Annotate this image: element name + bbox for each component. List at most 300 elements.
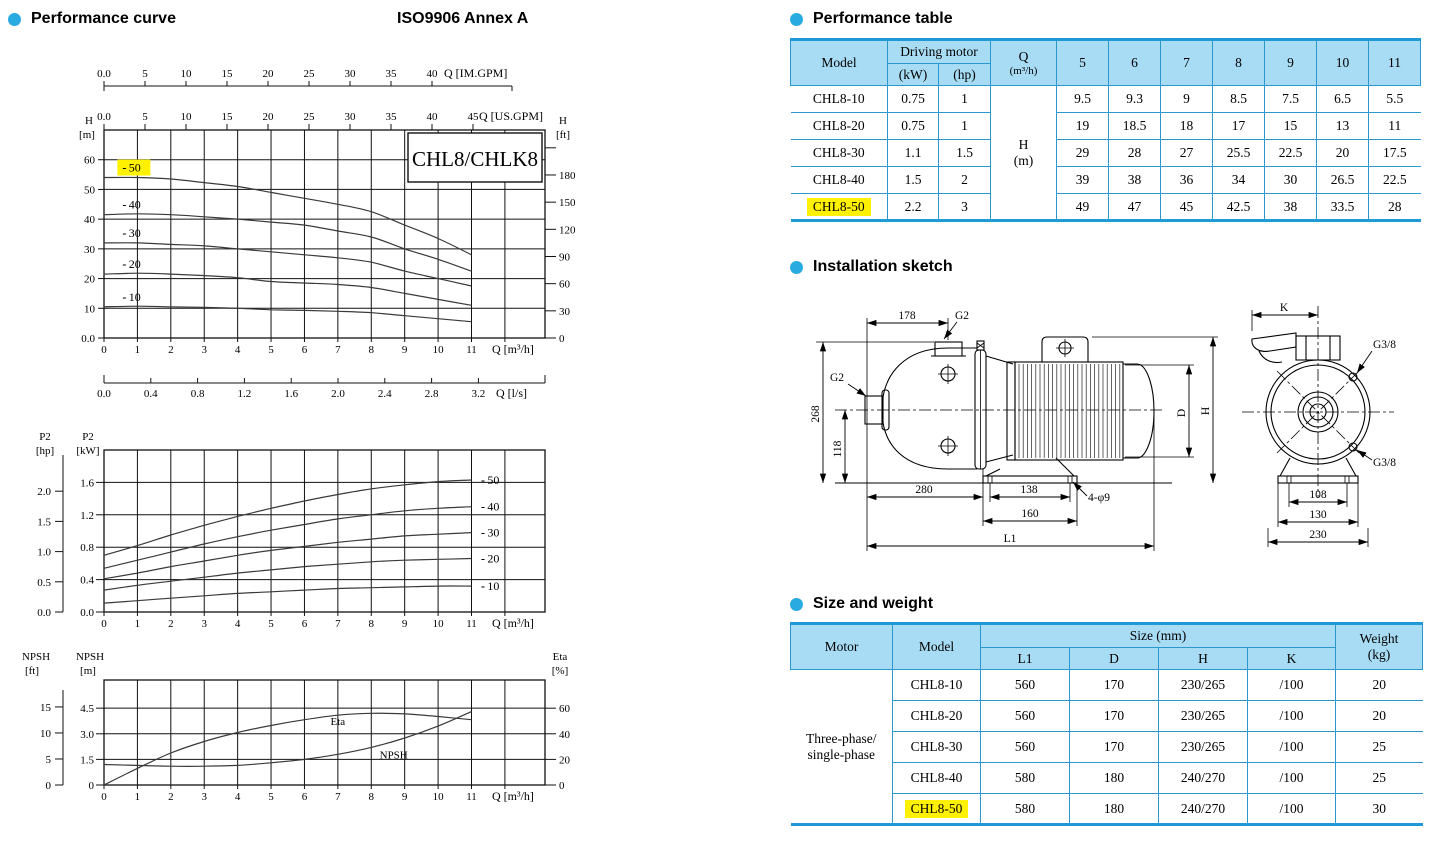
value-cell (1161, 194, 1213, 221)
usgpm-tick-label: 45 (467, 111, 479, 123)
lug-hole-icon (1056, 339, 1074, 357)
header-driving-motor (888, 40, 991, 64)
l1-cell (981, 794, 1070, 825)
curve-label: - 30 (481, 525, 500, 540)
section-title: Performance table (813, 10, 953, 27)
cell-text: 38 (1127, 172, 1142, 187)
cell-text: 230/265 (1180, 739, 1226, 754)
h-cell (1159, 763, 1248, 794)
cell-text: 9 (1287, 55, 1294, 70)
curve-20 (104, 559, 472, 591)
table-row (791, 86, 1421, 113)
value-cell (1109, 86, 1161, 113)
eta-tick-label: 20 (559, 754, 570, 767)
g38-top-label: G3/8 (1373, 339, 1396, 351)
h-m-axis-title: [m] (79, 129, 95, 141)
kw-cell (888, 86, 939, 113)
ls-tick-label: 0.8 (190, 388, 205, 400)
curve-label: - 30 (122, 225, 141, 240)
imgpm-tick-label: 10 (180, 68, 192, 80)
cell-text: CHL8-40 (910, 770, 963, 785)
h-cell (1159, 794, 1248, 825)
q-tick-label: 11 (466, 618, 477, 630)
imgpm-tick-label: 30 (344, 68, 356, 80)
cell-text: 30 (1283, 172, 1298, 187)
header-size-D (1070, 648, 1159, 670)
curve-10 (104, 586, 472, 603)
value-cell (1213, 194, 1265, 221)
q-tick-label: 1 (134, 791, 141, 803)
q-tick-label: 6 (301, 618, 308, 630)
kw-axis-title: [kW] (76, 445, 100, 457)
q-tick-label: 7 (335, 618, 341, 630)
cell-text: 230/265 (1180, 708, 1226, 723)
table-row (791, 140, 1421, 167)
ls-tick-label: 1.6 (284, 388, 299, 400)
curve-eta (104, 713, 472, 785)
q-tick-label: 8 (368, 791, 375, 803)
body-bolt-icon (938, 364, 958, 384)
dim-label-d: D (1176, 408, 1188, 418)
q-tick-label: 9 (401, 618, 408, 630)
pump-end-view (1242, 302, 1396, 547)
imgpm-tick-label: 40 (426, 68, 438, 80)
q-tick-label: 4 (234, 618, 241, 630)
table-row (791, 113, 1421, 140)
dim-label-138: 138 (1020, 484, 1038, 496)
value-cell (1265, 194, 1317, 221)
header-flow-11 (1369, 40, 1421, 86)
weight-cell (1336, 763, 1423, 794)
cell-text: 17 (1231, 118, 1246, 133)
foot-leg (1346, 458, 1356, 476)
cell-text: 1 (961, 118, 968, 133)
model-cell (791, 140, 888, 167)
eta-tick-label: 40 (559, 728, 570, 741)
header-flow-8 (1213, 40, 1265, 86)
value-cell (1265, 140, 1317, 167)
size-weight-table (790, 622, 1423, 826)
table-row (791, 194, 1421, 221)
hp-cell (939, 194, 991, 221)
dim-label-118: 118 (832, 440, 844, 458)
cell-text: /100 (1279, 770, 1304, 785)
imgpm-tick-label: 0.0 (97, 68, 111, 80)
g38-top-leader (1357, 351, 1372, 373)
cell-text: CHL8-20 (812, 118, 865, 133)
h-m-tick-label: 30 (84, 243, 95, 256)
eta-tick-label: 0 (559, 780, 565, 792)
cell-text: 0.75 (901, 91, 925, 106)
cell-text: 49 (1075, 198, 1090, 214)
g38-bottom-label: G3/8 (1373, 457, 1396, 469)
l1-cell (981, 701, 1070, 732)
npsh-m-axis-title: [m] (80, 665, 96, 677)
cell-text: CHL8-50 (905, 800, 969, 818)
cell-text: 42.5 (1226, 198, 1251, 214)
cell-text: 180 (1103, 800, 1125, 816)
cell-text: 560 (1014, 677, 1036, 692)
h-m-tick-label: 60 (84, 154, 95, 167)
cell-text: 25 (1372, 770, 1386, 785)
hp-tick-label: 0.5 (37, 576, 51, 589)
cell-text: 36 (1179, 172, 1194, 187)
header-size-K (1248, 648, 1336, 670)
q-tick-label: 10 (432, 791, 444, 803)
g2-top-label: G2 (955, 310, 970, 322)
npsh-m-axis-title: NPSH (75, 651, 105, 663)
h-ft-axis-title: [ft] (555, 129, 571, 141)
value-cell (1213, 140, 1265, 167)
cell-text: 19 (1075, 118, 1090, 133)
model-cell (791, 86, 888, 113)
q-axis-title: Q [m³/h] (492, 342, 534, 356)
kw-tick-label: 0.0 (80, 607, 94, 619)
cell-text: 22.5 (1278, 145, 1303, 160)
cell-text: 38 (1283, 198, 1298, 214)
p2-chart (0, 428, 585, 638)
cell-text: 170 (1103, 677, 1125, 692)
usgpm-tick-label: 20 (262, 111, 274, 123)
curve-40 (104, 214, 472, 271)
curve-label: - 50 (481, 472, 500, 487)
weight-cell (1336, 794, 1423, 825)
cell-text: 26.5 (1330, 172, 1355, 187)
q-tick-label: 0 (101, 344, 107, 356)
q-tick-label: 1 (134, 618, 141, 630)
h-ft-tick-label: 150 (559, 197, 576, 210)
cell-text: CHL8-30 (910, 739, 963, 754)
dim-label-280: 280 (915, 484, 933, 496)
value-cell (1317, 113, 1369, 140)
value-cell (1213, 86, 1265, 113)
curve-label: - 20 (481, 551, 500, 566)
hq-chart (0, 55, 585, 413)
d-cell (1070, 732, 1159, 763)
dim-label-h: H (1200, 406, 1212, 416)
q-tick-label: 0 (101, 618, 107, 630)
kw-cell (888, 140, 939, 167)
kw-cell (888, 167, 939, 194)
usgpm-tick-label: 10 (180, 111, 192, 123)
ls-tick-label: 2.8 (424, 388, 439, 400)
q-tick-label: 0 (101, 791, 107, 803)
npsh-m-tick-label: 1.5 (80, 754, 94, 767)
hp-tick-label: 2.0 (37, 486, 51, 499)
cell-text: 15 (1283, 118, 1298, 133)
q-axis-title: Q [m³/h] (492, 789, 534, 803)
table-row (791, 167, 1421, 194)
header-kw (888, 64, 939, 86)
cell-text: K (1286, 650, 1297, 666)
curve-label: - 40 (481, 499, 500, 514)
section-title: Installation sketch (813, 258, 953, 275)
handle (1252, 333, 1296, 351)
imgpm-tick-label: 5 (142, 68, 148, 80)
imgpm-tick-label: 25 (303, 68, 315, 80)
model-cell (791, 167, 888, 194)
kw-tick-label: 1.2 (80, 509, 94, 522)
q-tick-label: 7 (335, 344, 341, 356)
kw-axis-title: P2 (82, 431, 94, 443)
cell-text: 1.5 (956, 145, 973, 160)
phi9-leader (1073, 482, 1087, 496)
q-tick-label: 2 (168, 344, 174, 356)
cell-text: H (1018, 136, 1029, 152)
performance-table (790, 38, 1421, 222)
model-cell (791, 113, 888, 140)
h-m-tick-label: 50 (84, 184, 95, 197)
curve-20 (104, 273, 472, 305)
usgpm-tick-label: 30 (344, 111, 356, 123)
bullet-icon (8, 13, 21, 26)
installation-sketch (790, 290, 1432, 556)
header-motor (791, 624, 893, 670)
section-title: Performance curve (31, 10, 176, 27)
header-size-H (1159, 648, 1248, 670)
hp-cell (939, 86, 991, 113)
cell-text: 1 (961, 91, 968, 106)
cell-text: 18 (1179, 118, 1194, 133)
q-tick-label: 10 (432, 618, 444, 630)
cell-text: 9 (1183, 91, 1190, 106)
header-flow-7 (1161, 40, 1213, 86)
l1-cell (981, 670, 1070, 701)
cell-text: L1 (1017, 650, 1033, 666)
hp-axis-title: P2 (39, 431, 51, 443)
ls-tick-label: 2.0 (331, 388, 345, 400)
value-cell (1317, 167, 1369, 194)
q-tick-label: 9 (401, 791, 408, 803)
cell-text: (hp) (953, 66, 976, 82)
cell-text: /100 (1279, 800, 1304, 816)
dim-label-230: 230 (1309, 529, 1327, 541)
k-cell (1248, 732, 1336, 763)
weight-cell (1336, 732, 1423, 763)
cell-text: 47 (1127, 198, 1142, 214)
ls-tick-label: 3.2 (471, 388, 486, 400)
cell-text: 25 (1372, 739, 1386, 754)
discharge-port (935, 342, 962, 356)
cell-text: (m) (1013, 152, 1034, 168)
hp-cell (939, 140, 991, 167)
cell-text: D (1109, 650, 1119, 666)
plot-frame (104, 680, 545, 785)
h-m-axis-title: H (85, 115, 93, 127)
imgpm-tick-label: 35 (385, 68, 397, 80)
ls-tick-label: 1.2 (237, 388, 252, 400)
q-tick-label: 4 (234, 791, 241, 803)
cell-text: 1.1 (904, 145, 922, 160)
curve-label: - 10 (481, 579, 500, 594)
cell-text: (kg) (1367, 647, 1391, 662)
h-m-tick-label: 0.0 (81, 333, 95, 345)
value-cell (1265, 167, 1317, 194)
value-cell (1369, 140, 1421, 167)
npsh-ft-tick-label: 5 (45, 753, 51, 766)
motor-cell (791, 670, 893, 825)
value-cell (1265, 113, 1317, 140)
adapter-top (986, 356, 1013, 364)
cell-text: 30 (1372, 800, 1386, 816)
model-cell (791, 194, 888, 221)
motor-flange (1007, 362, 1015, 460)
q-tick-label: 6 (301, 791, 308, 803)
value-cell (1161, 167, 1213, 194)
base-plate (983, 476, 1077, 483)
cell-text: 45 (1179, 198, 1194, 214)
header-row (791, 624, 1423, 648)
curve-40 (104, 507, 472, 569)
h-m-tick-label: 20 (84, 273, 95, 286)
cell-text: 3 (961, 198, 968, 214)
cell-text: 33.5 (1330, 198, 1355, 214)
cell-text: 9.5 (1074, 91, 1091, 106)
h-cell (1159, 732, 1248, 763)
dim-label-268: 268 (810, 405, 822, 423)
g2-left-label: G2 (830, 372, 845, 384)
q-tick-label: 1 (134, 344, 141, 356)
cell-text: CHL8-50 (807, 198, 871, 216)
value-cell (1213, 113, 1265, 140)
model-cell (893, 794, 981, 825)
value-cell (1161, 113, 1213, 140)
model-cell (893, 701, 981, 732)
k-cell (1248, 701, 1336, 732)
cell-text: 580 (1014, 770, 1036, 785)
plot-frame (104, 450, 545, 612)
cell-text: 20 (1335, 145, 1350, 160)
q-tick-label: 5 (268, 791, 274, 803)
q-tick-label: 2 (168, 618, 174, 630)
cell-text: 5 (1079, 55, 1086, 70)
q-tick-label: 3 (201, 618, 207, 630)
curve-label: - 40 (122, 197, 141, 212)
header-flow-5 (1057, 40, 1109, 86)
header-weight (1336, 624, 1423, 670)
cell-text: 27 (1179, 145, 1194, 160)
hp-cell (939, 113, 991, 140)
l1-cell (981, 763, 1070, 794)
ls-axis-title: Q [l/s] (496, 386, 527, 400)
npsh-ft-tick-label: 10 (40, 727, 51, 740)
value-cell (1109, 194, 1161, 221)
cell-text: 1.5 (904, 172, 922, 187)
q-tick-label: 8 (368, 618, 375, 630)
header-size (981, 624, 1336, 648)
value-cell (1369, 113, 1421, 140)
cell-text: 11 (1388, 55, 1401, 70)
d-cell (1070, 763, 1159, 794)
cell-text: Model (918, 639, 955, 654)
h-m-tick-label: 10 (84, 303, 95, 316)
cell-text: 240/270 (1180, 770, 1226, 785)
cell-text: 180 (1103, 770, 1125, 785)
h-ft-tick-label: 0 (559, 333, 565, 345)
dim-label-160: 160 (1021, 508, 1039, 520)
pump-side-view (810, 310, 1218, 551)
h-cell (1159, 701, 1248, 732)
curve-30 (104, 533, 472, 579)
cell-text: 0.75 (901, 118, 925, 133)
q-tick-label: 11 (466, 344, 477, 356)
hp-tick-label: 0.0 (37, 607, 51, 619)
foot-leg (1056, 458, 1074, 476)
g38-bottom-leader (1357, 450, 1372, 460)
body-bolt-icon (938, 436, 958, 456)
cell-text: 7 (1183, 55, 1190, 70)
npsh-m-tick-label: 0 (88, 780, 94, 792)
installation-sketch-title (790, 258, 953, 276)
dim-label-178: 178 (898, 310, 916, 322)
h-ft-tick-label: 120 (559, 224, 576, 237)
standard-label: ISO9906 Annex A (397, 10, 529, 27)
cell-text: (m³/h) (1009, 65, 1038, 77)
size-weight-title (790, 595, 933, 613)
curve-label-npsh: NPSH (379, 749, 408, 762)
header-hp (939, 64, 991, 86)
section-title: Size and weight (813, 595, 934, 612)
cell-text: (kW) (898, 66, 928, 82)
ls-tick-label: 0.4 (143, 388, 158, 400)
value-cell (1057, 140, 1109, 167)
motor-end-cap (1123, 364, 1154, 458)
value-cell (1161, 86, 1213, 113)
npsh-ft-tick-label: 0 (45, 780, 51, 792)
hp-tick-label: 1.0 (37, 546, 51, 559)
g2-left-leader (848, 384, 866, 396)
kw-cell (888, 194, 939, 221)
npsh-ft-axis-title: [ft] (24, 665, 40, 677)
cell-text: H (1198, 650, 1208, 666)
eta-tick-label: 60 (559, 703, 570, 716)
value-cell (1213, 167, 1265, 194)
q-tick-label: 2 (168, 791, 174, 803)
cell-text: Size (mm) (1129, 628, 1187, 643)
dim-label-108: 108 (1309, 489, 1327, 501)
header-model (791, 40, 888, 86)
cell-text: 13 (1335, 118, 1350, 133)
q-tick-label: 3 (201, 344, 207, 356)
kw-tick-label: 1.6 (80, 477, 94, 490)
h-cell (1159, 670, 1248, 701)
bullet-icon (790, 13, 803, 26)
value-cell (1109, 140, 1161, 167)
cell-text: 8.5 (1230, 91, 1247, 106)
cell-text: 8 (1235, 55, 1242, 70)
npsh-m-tick-label: 4.5 (80, 703, 94, 716)
header-model (893, 624, 981, 670)
cell-text: 9.3 (1126, 91, 1143, 106)
cell-text: Driving motor (900, 44, 978, 59)
motor-body (1015, 362, 1123, 460)
eta-axis-title: [%] (551, 665, 569, 677)
cell-text: 560 (1014, 708, 1036, 723)
handle-curve (1259, 351, 1282, 363)
cell-text: 230/265 (1180, 677, 1226, 692)
performance-curve-title (8, 10, 176, 28)
header-row (791, 40, 1421, 64)
cell-text: 2.2 (904, 198, 922, 214)
cell-text: CHL8-10 (910, 677, 963, 692)
h-ft-axis-title: H (559, 115, 567, 127)
q-axis-title: Q [m³/h] (492, 616, 534, 630)
ls-tick-label: 2.4 (377, 388, 392, 400)
usgpm-tick-label: 40 (426, 111, 438, 123)
curve-label: - 10 (122, 289, 141, 304)
bullet-icon (790, 261, 803, 274)
cell-text: Weight (1359, 631, 1399, 646)
